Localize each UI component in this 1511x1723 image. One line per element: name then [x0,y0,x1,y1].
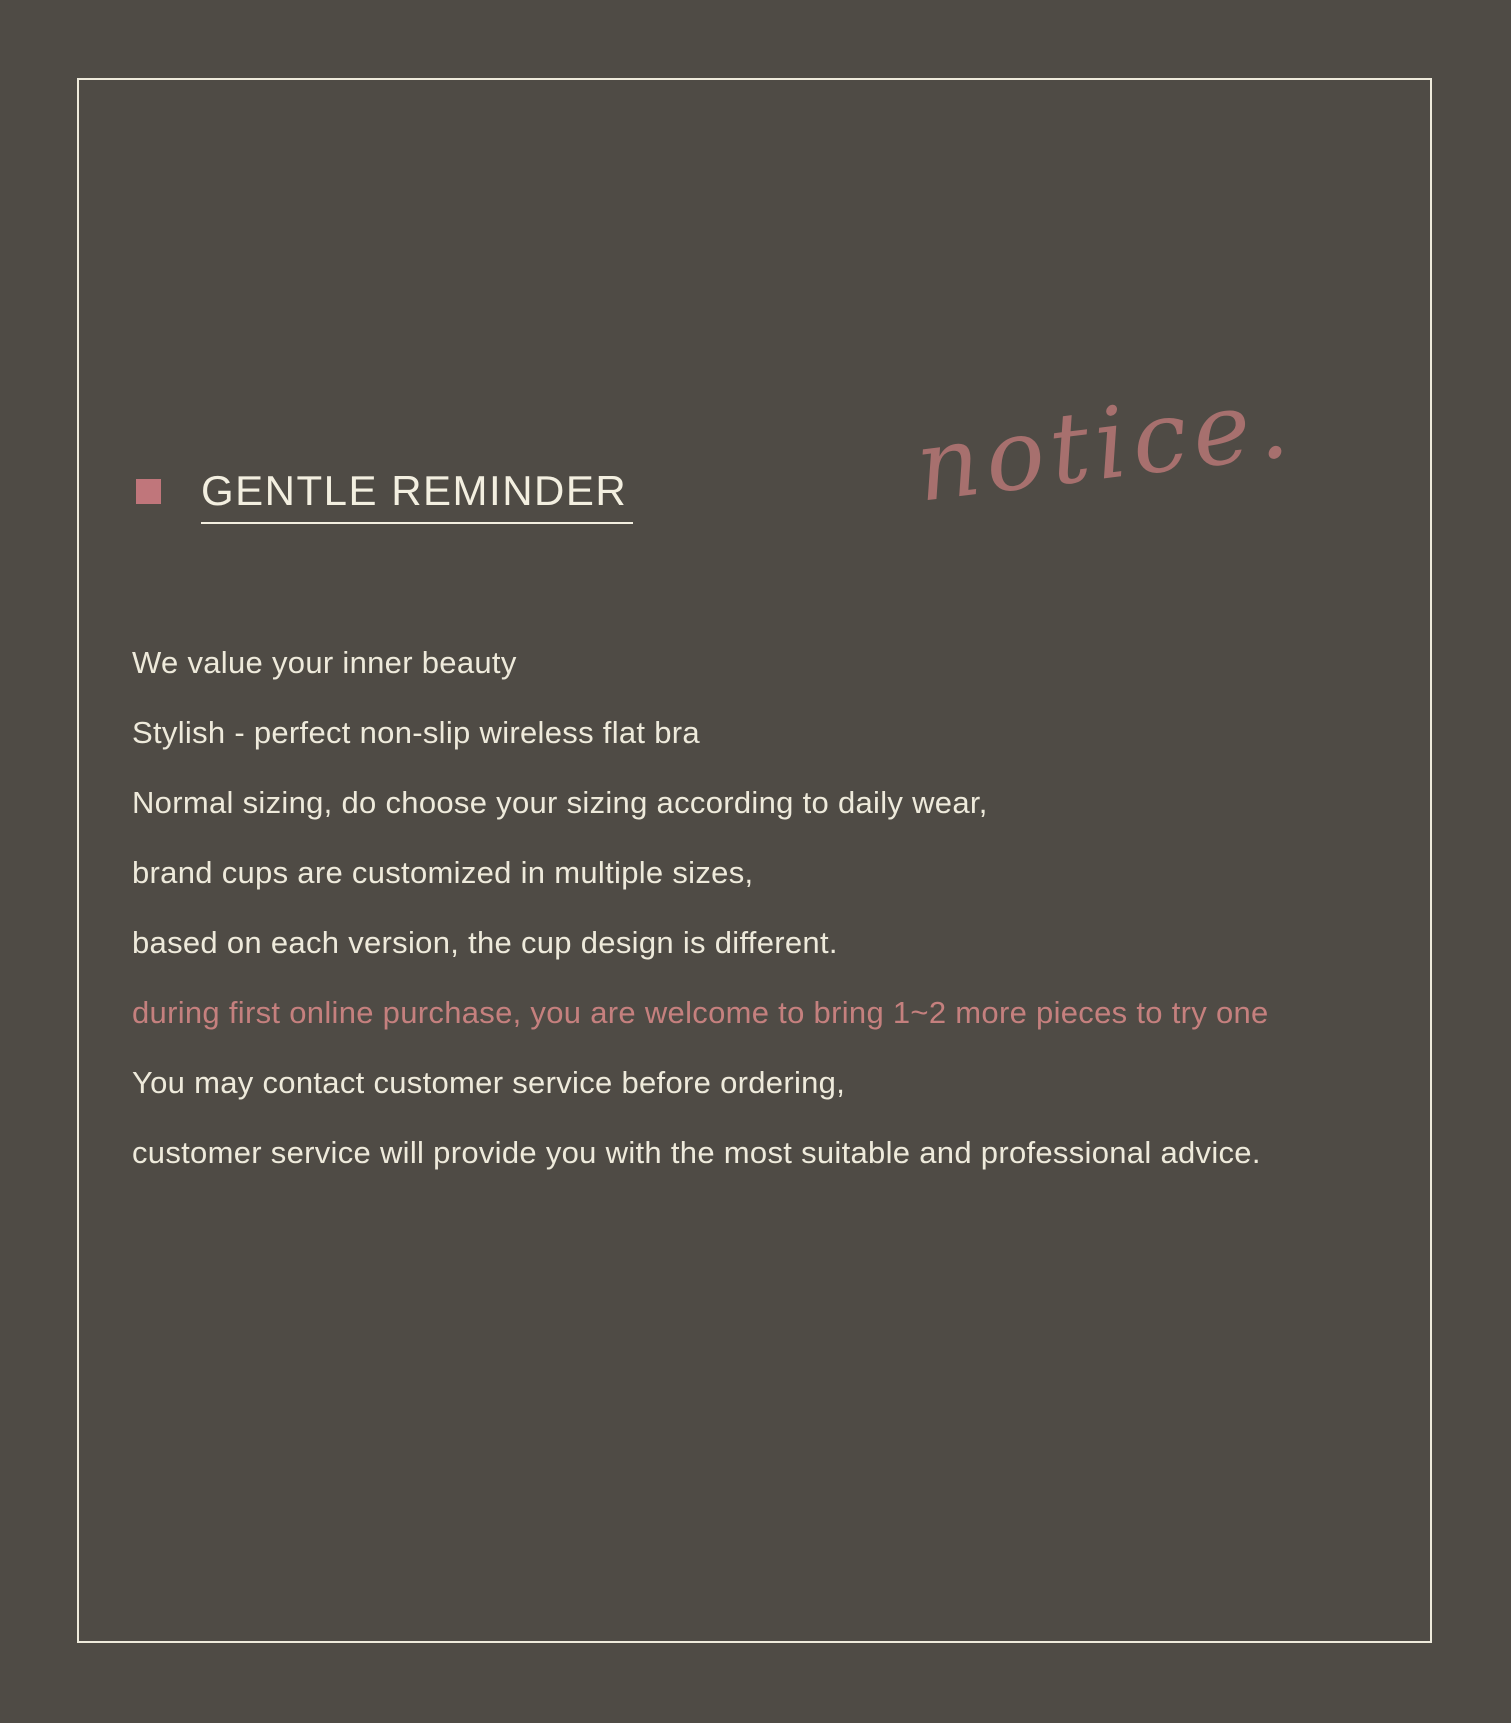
page-title: GENTLE REMINDER [201,470,633,524]
notice-script-flourish: notice. [909,365,1300,525]
body-line: customer service will provide you with the most suitable and professional advice. [132,1135,1261,1170]
body-line: based on each version, the cup design is different. [132,925,838,960]
body-line: brand cups are customized in multiple sizes, [132,855,754,890]
body-line: Stylish - perfect non-slip wireless flat bra [132,715,700,750]
reminder-body [132,628,1392,1188]
body-line: We value your inner beauty [132,645,517,680]
square-bullet-icon [136,479,161,504]
body-line: You may contact customer service before ordering, [132,1065,846,1100]
body-line: Normal sizing, do choose your sizing according to daily wear, [132,785,988,820]
body-line-highlighted: during first online purchase, you are welcome to bring 1~2 more pieces to try one [132,995,1269,1030]
reminder-header [136,467,633,524]
